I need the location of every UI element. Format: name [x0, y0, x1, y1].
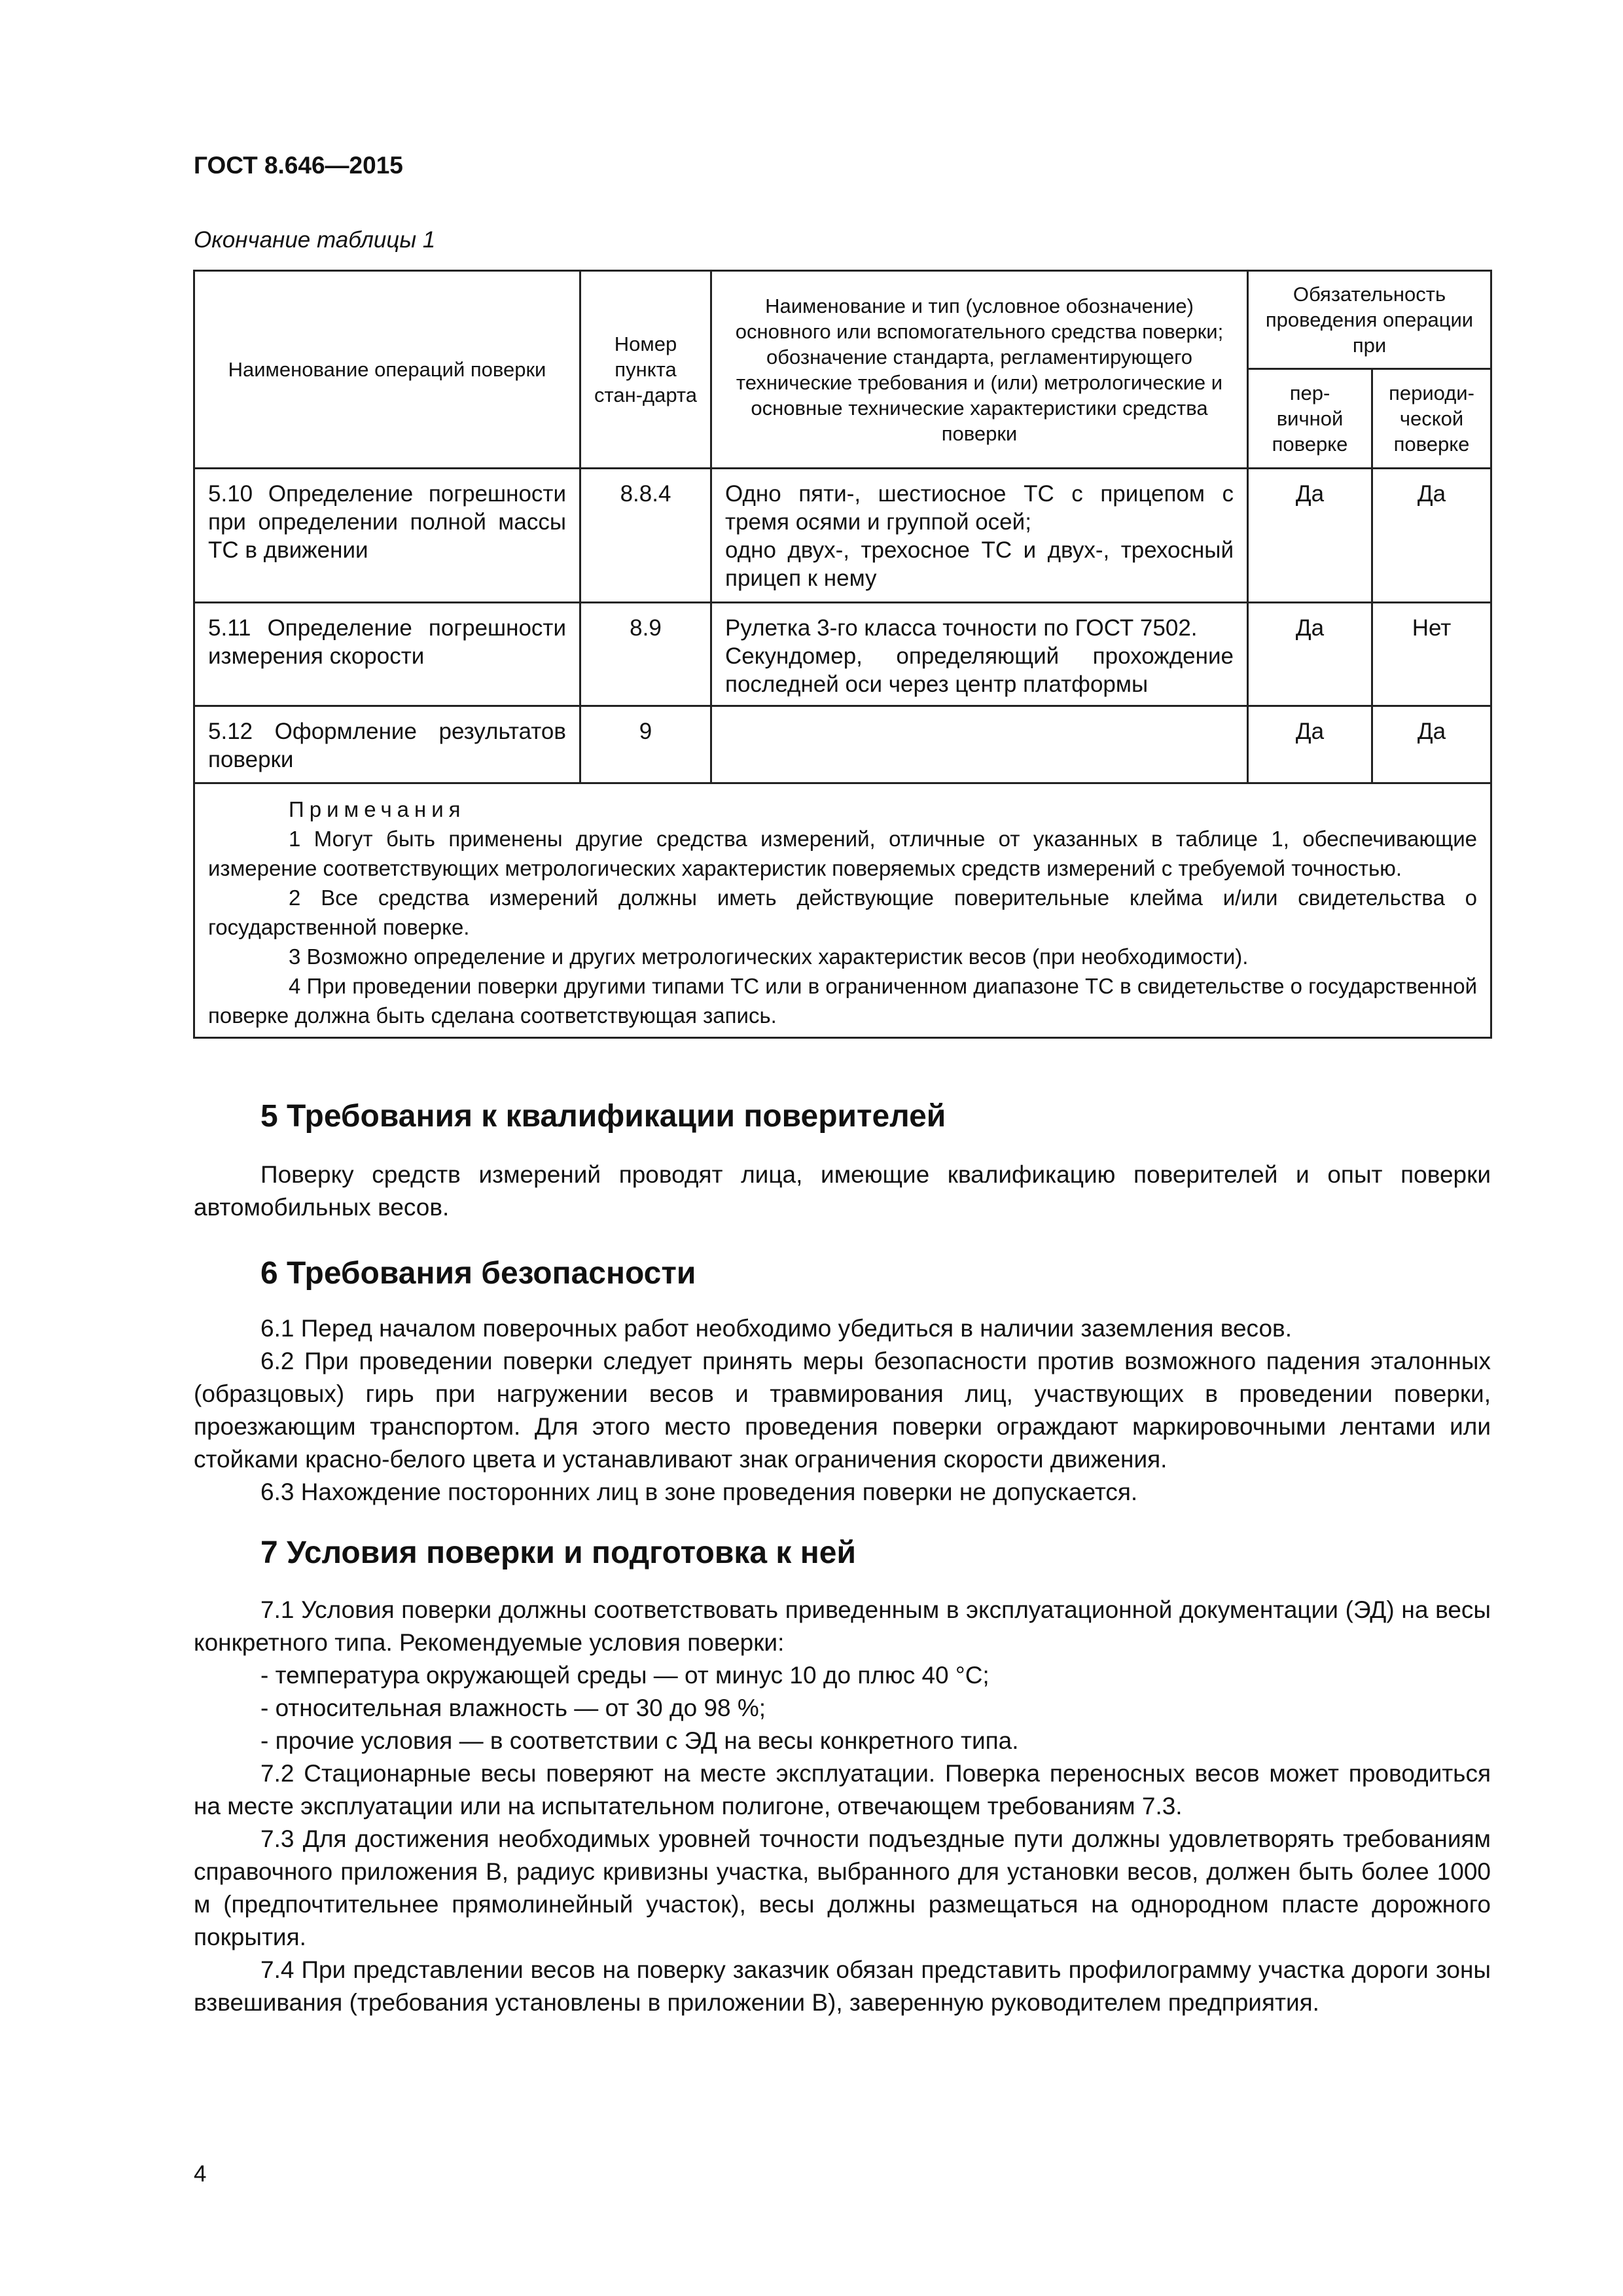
document-code: ГОСТ 8.646—2015: [194, 152, 403, 179]
list-item: - прочие условия — в соответствии с ЭД на весы конкретного типа.: [260, 1727, 1019, 1754]
section-7-body: [194, 1594, 1491, 2019]
header-mandatory: Обязательность проведения операции при: [1248, 271, 1491, 369]
row-operation: 5.11 Определение погрешности измерения скорости: [194, 603, 580, 706]
row-operation: 5.10 Определение погрешности при определении полной массы ТС в движении: [194, 469, 580, 603]
section-7-title: 7 Условия поверки и подготовка к ней: [260, 1535, 856, 1570]
paragraph: 6.1 Перед началом поверочных работ необходимо убедиться в наличии заземления весов.: [260, 1315, 1292, 1342]
notes-title: Примечания: [289, 797, 466, 821]
note-item: 4 При проведении поверки другими типами ТС или в ограниченном диапазоне ТС в свидетельстве о государственной поверке должна быть сделана соответствующая запись.: [208, 974, 1478, 1028]
paragraph: 7.3 Для достижения необходимых уровней точности подъездные пути должны удовлетворять требованиям справочного приложения В, радиус кривизны участка, выбранного для установки весов, должен быть более 1000 м (предпочтительнее прямолинейный участок), весы должны размещаться на однородном пласте дорожного покрытия.: [194, 1825, 1491, 1950]
list-item: - относительная влажность — от 30 до 98 %;: [260, 1695, 766, 1721]
section-6-title: 6 Требования безопасности: [260, 1256, 696, 1291]
row-clause: 9: [580, 706, 711, 783]
table-notes: [194, 783, 1491, 1038]
section-5-body: [194, 1158, 1491, 1224]
paragraph: 6.3 Нахождение посторонних лиц в зоне проведения поверки не допускается.: [260, 1479, 1138, 1505]
row-means-line: Одно пяти-, шестиосное ТС с прицепом с тремя осями и группой осей;: [725, 481, 1234, 535]
page-number: 4: [194, 2161, 207, 2187]
note-item: 3 Возможно определение и других метрологических характеристик весов (при необходимости).: [289, 944, 1249, 969]
table-row: [194, 603, 1491, 706]
header-clause: Номер пункта стан-дарта: [580, 271, 711, 469]
table-notes-row: [194, 783, 1491, 1038]
row-periodic: Нет: [1372, 603, 1491, 706]
section-5-title: 5 Требования к квалификации поверителей: [260, 1099, 946, 1134]
row-clause: 8.8.4: [580, 469, 711, 603]
row-clause: 8.9: [580, 603, 711, 706]
list-item: - температура окружающей среды — от минус 10 до плюс 40 °С;: [260, 1662, 990, 1689]
row-periodic: Да: [1372, 469, 1491, 603]
header-periodic: периоди-ческой поверке: [1372, 369, 1491, 469]
row-means-line: Рулетка 3-го класса точности по ГОСТ 7502.: [725, 615, 1198, 641]
note-item: 1 Могут быть применены другие средства измерений, отличные от указанных в таблице 1, обеспечивающие измерение соответствующих метрологических характеристик поверяемых средств измерений с требуемой точностью.: [208, 827, 1478, 880]
row-primary: Да: [1248, 469, 1372, 603]
row-means: [711, 603, 1248, 706]
header-primary: пер-вичной поверке: [1248, 369, 1372, 469]
row-means-line: Секундомер, определяющий прохождение последней оси через центр платформы: [725, 643, 1234, 697]
paragraph: 7.2 Стационарные весы поверяют на месте эксплуатации. Поверка переносных весов может проводиться на месте эксплуатации или на испытательном полигоне, отвечающем требованиям 7.3.: [194, 1760, 1491, 1820]
table-row: [194, 706, 1491, 783]
row-primary: Да: [1248, 603, 1372, 706]
table-row: [194, 469, 1491, 603]
row-primary: Да: [1248, 706, 1372, 783]
verification-operations-table: [193, 270, 1492, 1039]
paragraph: Поверку средств измерений проводят лица, имеющие квалификацию поверителей и опыт поверки автомобильных весов.: [194, 1161, 1491, 1221]
header-operation: Наименование операций поверки: [194, 271, 580, 469]
note-item: 2 Все средства измерений должны иметь действующие поверительные клейма и/или свидетельства о государственной поверке.: [208, 886, 1478, 939]
paragraph: 7.4 При представлении весов на поверку заказчик обязан представить профилограмму участка дороги зоны взвешивания (требования установлены в приложении В), заверенную руководителем предприятия.: [194, 1956, 1491, 2016]
header-means: Наименование и тип (условное обозначение) основного или вспомогательного средства поверки; обозначение стандарта, регламентирующего технические требования и (или) метрологические и основные технические характеристики средства поверки: [711, 271, 1248, 469]
row-operation: 5.12 Оформление результатов поверки: [194, 706, 580, 783]
row-means-line: одно двух-, трехосное ТС и двух-, трехосный прицеп к нему: [725, 537, 1234, 591]
row-means: [711, 706, 1248, 783]
section-6-body: [194, 1312, 1491, 1509]
paragraph: 6.2 При проведении поверки следует принять меры безопасности против возможного падения эталонных (образцовых) гирь при нагружении весов и травмирования лиц, участвующих в проведении поверки, проезжающим транспортом. Для этого место проведения поверки ограждают маркировочными лентами или стойками красно-белого цвета и устанавливают знак ограничения скорости движения.: [194, 1348, 1491, 1473]
paragraph: 7.1 Условия поверки должны соответствовать приведенным в эксплуатационной документации (ЭД) на весы конкретного типа. Рекомендуемые условия поверки:: [194, 1596, 1491, 1656]
row-periodic: Да: [1372, 706, 1491, 783]
table-caption: Окончание таблицы 1: [194, 227, 436, 253]
row-means: [711, 469, 1248, 603]
